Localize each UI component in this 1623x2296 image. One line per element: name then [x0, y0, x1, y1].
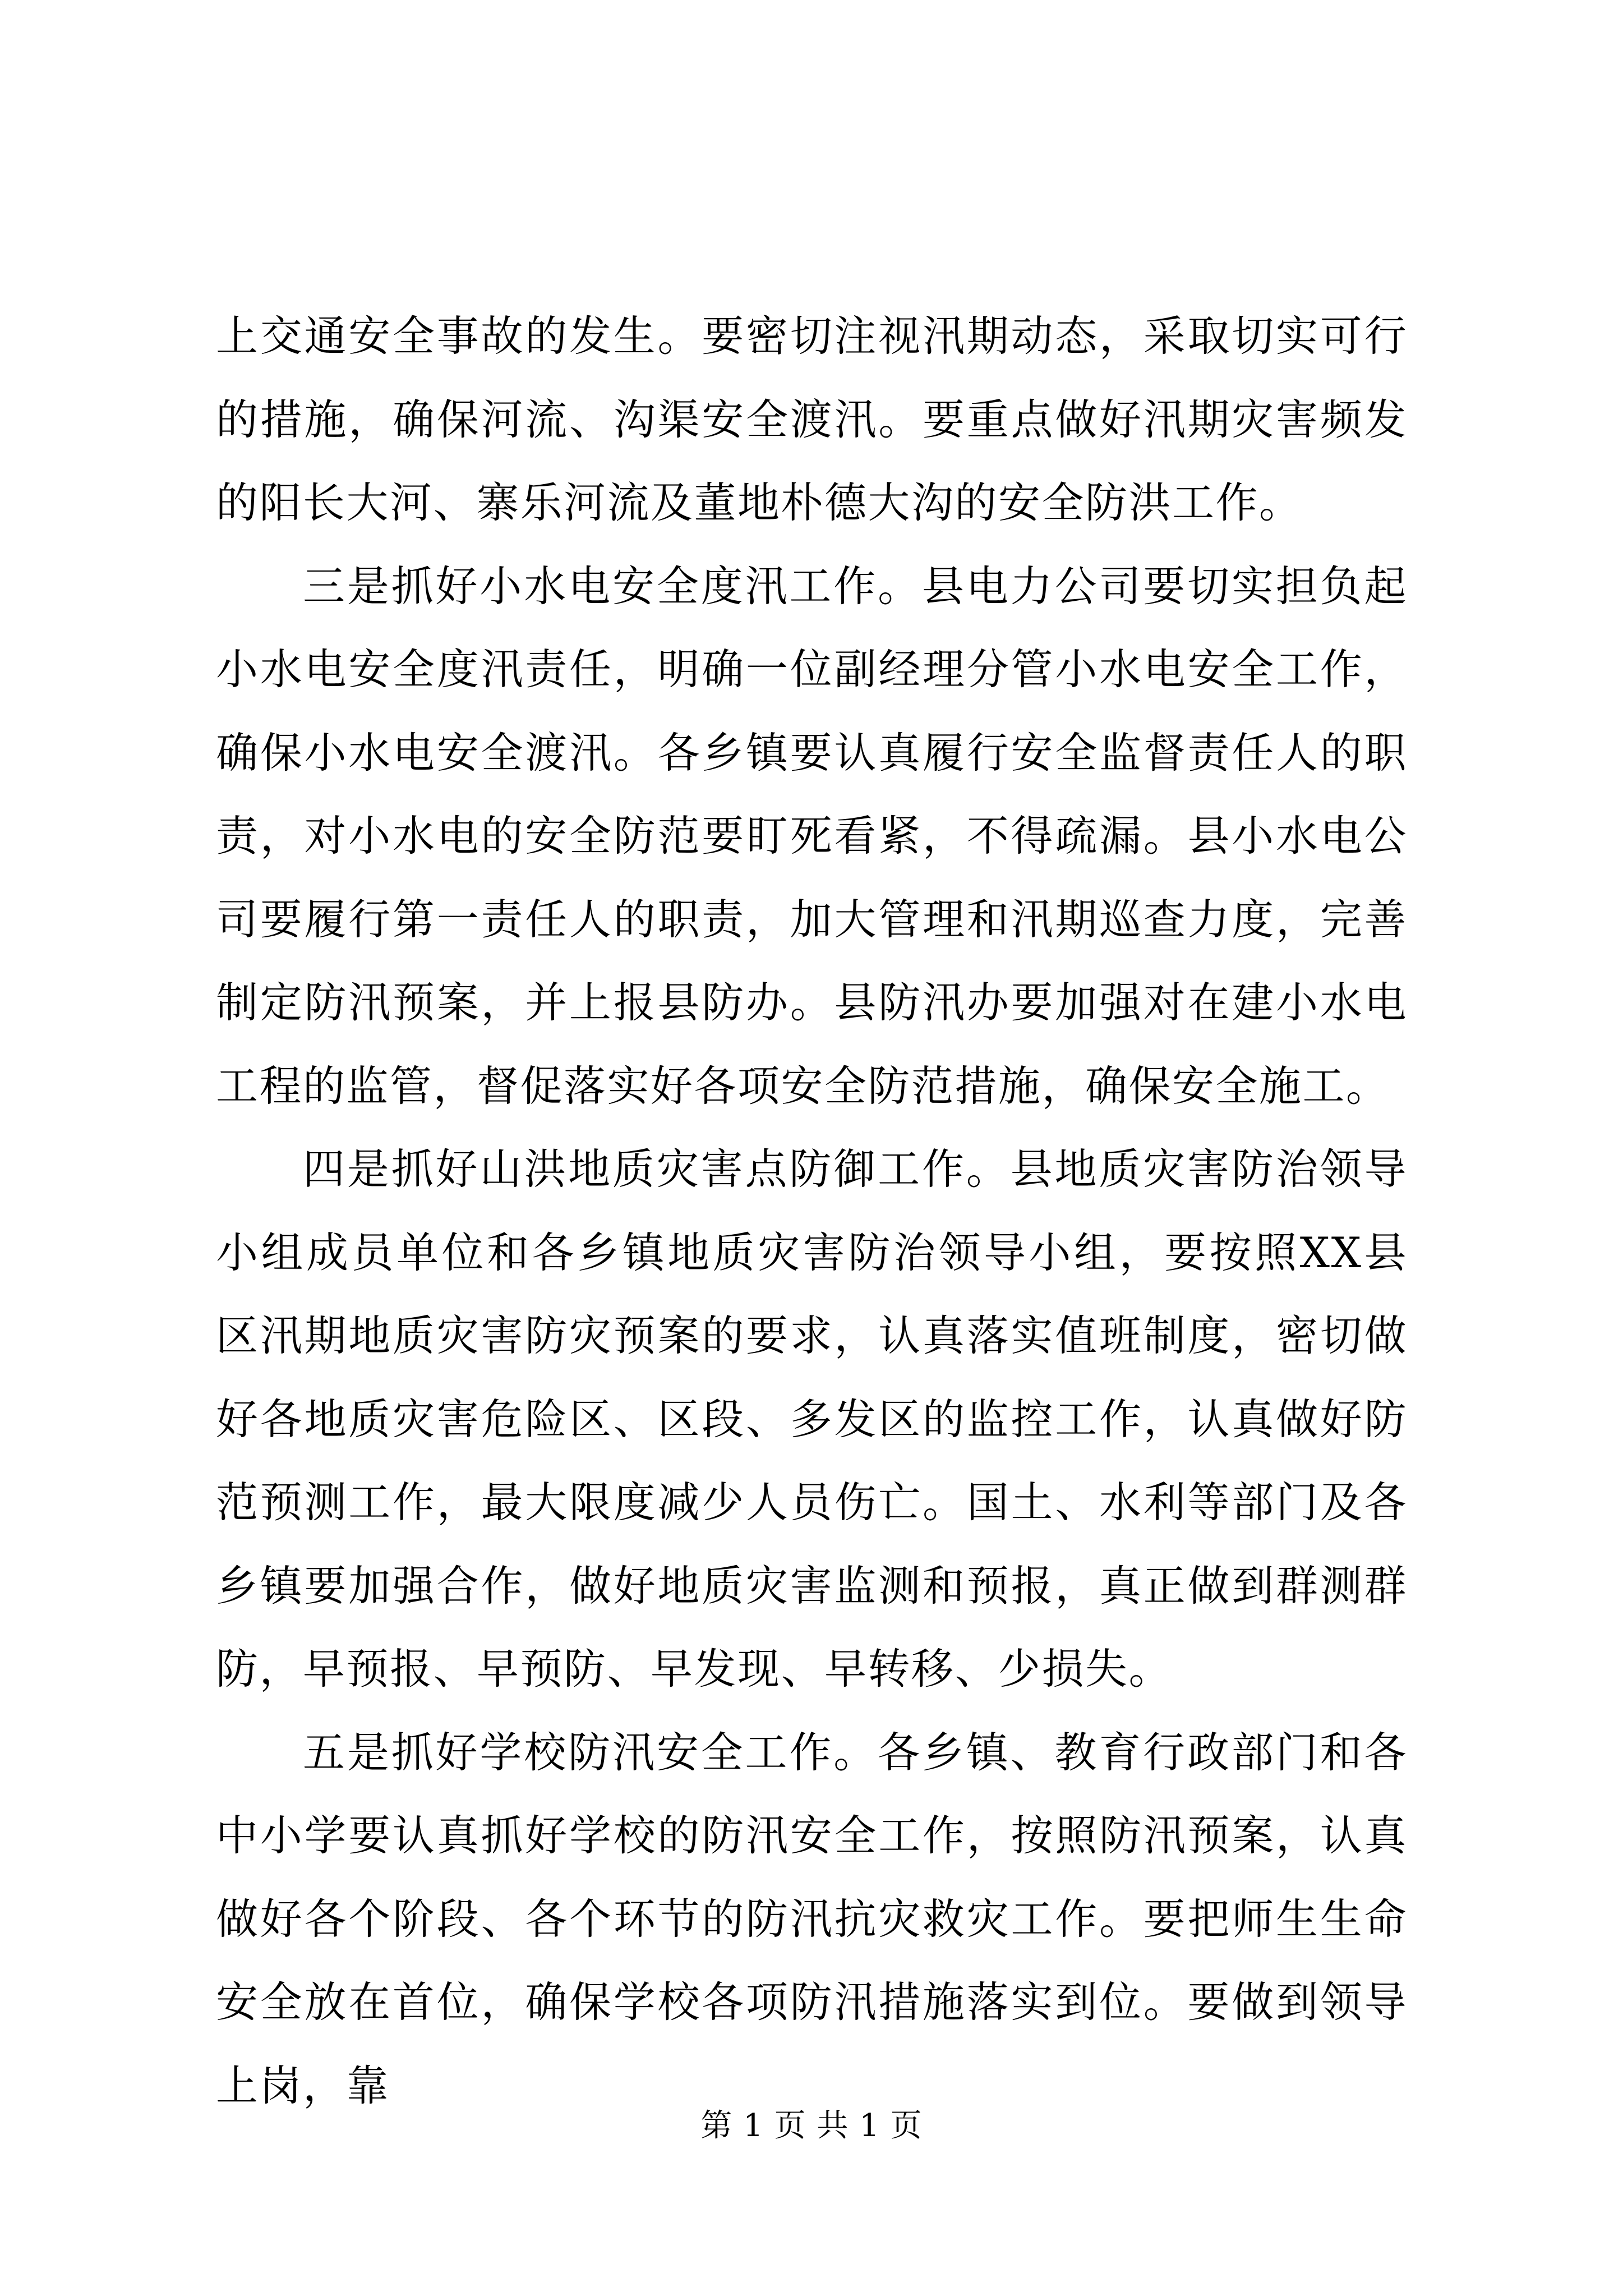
paragraph-small-hydropower: 三是抓好小水电安全度汛工作。县电力公司要切实担负起小水电安全度汛责任，明确一位副经理分管小水电安全工作，确保小水电安全渡汛。各乡镇要认真履行安全监督责任人的职责，对小水电的安全防范要盯死看紧，不得疏漏。县小水电公司要履行第一责任人的职责，加大管理和汛期巡查力度，完善制定防汛预案，并上报县防办。县防汛办要加强对在建小水电工程的监管，督促落实好各项安全防范措施，确保安全施工。 — [216, 561, 1408, 1111]
document-body — [216, 295, 1408, 2127]
page-footer — [0, 2104, 1623, 2148]
paragraph-geological-hazards: 四是抓好山洪地质灾害点防御工作。县地质灾害防治领导小组成员单位和各乡镇地质灾害防治领导小组，要按照XX县区汛期地质灾害防灾预案的要求，认真落实值班制度，密切做好各地质灾害危险区、区段、多发区的监控工作，认真做好防范预测工作，最大限度减少人员伤亡。国土、水利等部门及各乡镇要加强合作，做好地质灾害监测和预报，真正做到群测群防，早预报、早预防、早发现、早转移、少损失。 — [216, 1144, 1408, 1694]
paragraph-continuation: 上交通安全事故的发生。要密切注视汛期动态，采取切实可行的措施，确保河流、沟渠安全渡汛。要重点做好汛期灾害频发的阳长大河、寨乐河流及董地朴德大沟的安全防洪工作。 — [216, 311, 1408, 527]
paragraph-school-safety: 五是抓好学校防汛安全工作。各乡镇、教育行政部门和各中小学要认真抓好学校的防汛安全工作，按照防汛预案，认真做好各个阶段、各个环节的防汛抗灾救灾工作。要把师生生命安全放在首位，确保学校各项防汛措施落实到位。要做到领导上岗，靠 — [216, 1727, 1408, 2110]
page-number-label: 第 1 页 共 1 页 — [700, 2108, 923, 2144]
